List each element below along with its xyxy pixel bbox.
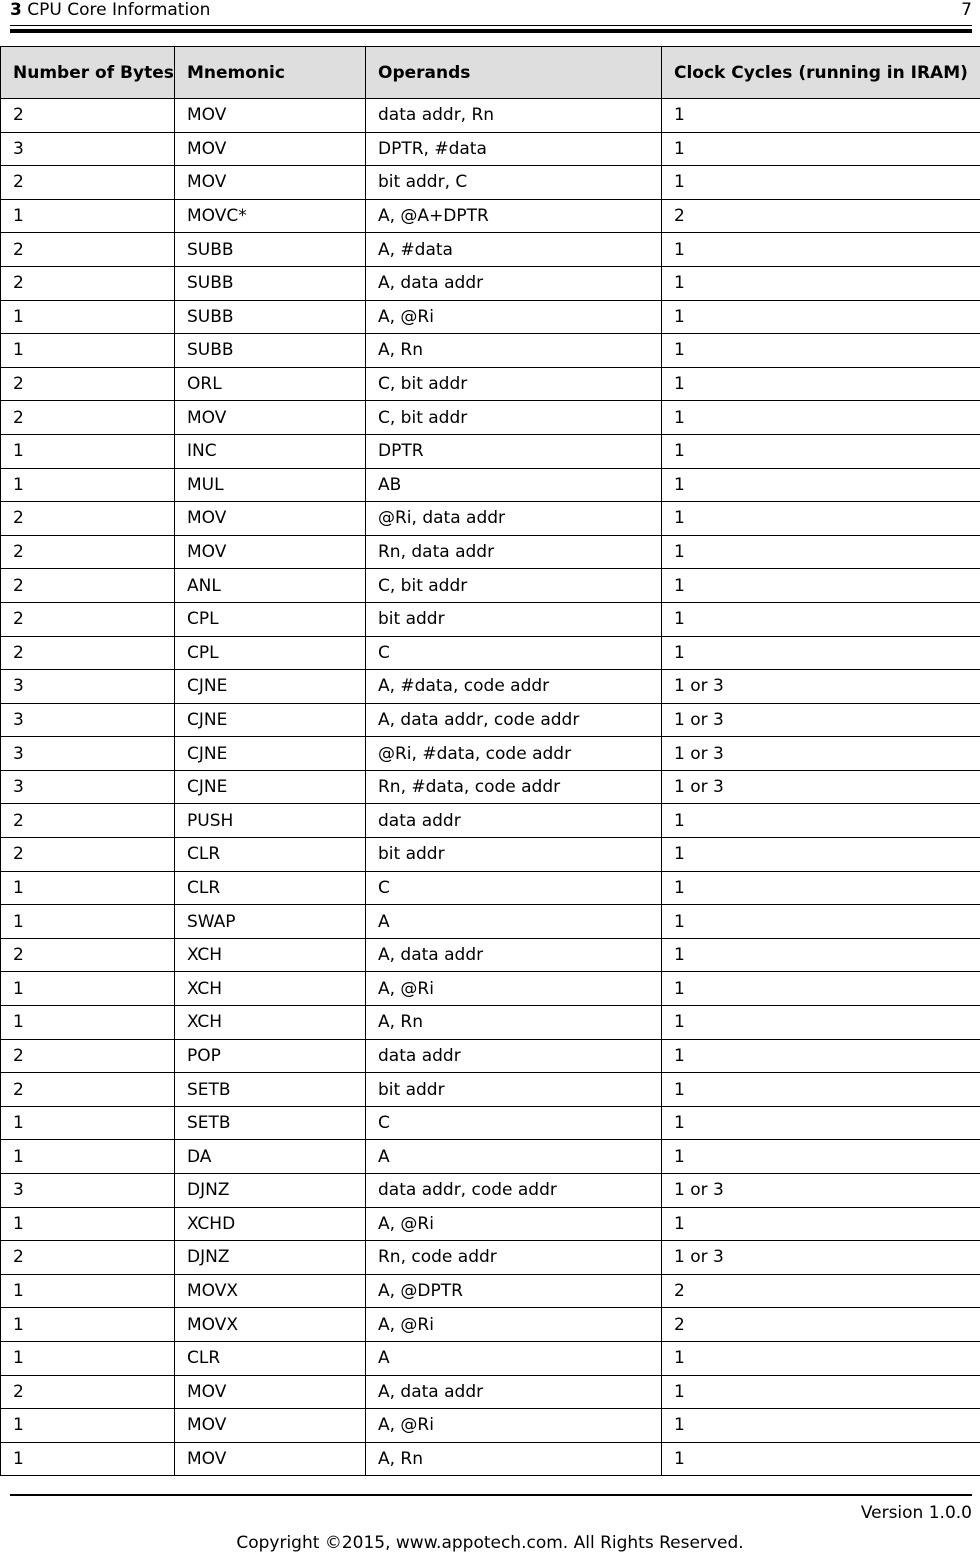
table-row [1,266,980,300]
cell-bytes: 1 [1,468,175,502]
table-row [1,166,980,200]
cell-mnemonic: SUBB [175,233,366,267]
cell-clock-cycles: 1 or 3 [662,670,980,704]
copyright-notice: Copyright ©2015, www.appotech.com. All Rights Reserved. [236,1533,744,1553]
cell-bytes: 1 [1,1274,175,1308]
table-row [1,972,980,1006]
table-row [1,1174,980,1208]
table-row [1,401,980,435]
cell-mnemonic: CLR [175,871,366,905]
cell-mnemonic: CLR [175,1341,366,1375]
cell-clock-cycles: 1 [662,1073,980,1107]
cell-clock-cycles: 1 [662,1140,980,1174]
cell-mnemonic: SUBB [175,334,366,368]
cell-clock-cycles: 1 [662,871,980,905]
table-row [1,602,980,636]
cell-operands: C, bit addr [366,401,662,435]
cell-clock-cycles: 1 [662,266,980,300]
cell-clock-cycles: 2 [662,199,980,233]
cell-clock-cycles: 1 or 3 [662,737,980,771]
cell-operands: Rn, code addr [366,1241,662,1275]
cell-clock-cycles: 1 [662,1207,980,1241]
cell-mnemonic: MOVC* [175,199,366,233]
cell-clock-cycles: 1 or 3 [662,1174,980,1208]
cell-operands: bit addr [366,1073,662,1107]
cell-clock-cycles: 1 [662,1006,980,1040]
cell-mnemonic: SUBB [175,300,366,334]
cell-mnemonic: MOVX [175,1308,366,1342]
cell-bytes: 2 [1,99,175,133]
cell-clock-cycles: 1 [662,300,980,334]
cell-mnemonic: CJNE [175,737,366,771]
page-number: 7 [961,0,972,20]
cell-clock-cycles: 1 [662,838,980,872]
table-row [1,737,980,771]
cell-operands: A, @A+DPTR [366,199,662,233]
table-header-row [1,47,980,99]
cell-bytes: 1 [1,199,175,233]
cell-bytes: 1 [1,1341,175,1375]
cell-mnemonic: XCH [175,972,366,1006]
cell-bytes: 3 [1,1174,175,1208]
cell-mnemonic: POP [175,1039,366,1073]
table-row [1,502,980,536]
cell-mnemonic: XCH [175,938,366,972]
cell-operands: A, data addr, code addr [366,703,662,737]
section-title: CPU Core Information [27,0,211,20]
cell-clock-cycles: 1 [662,401,980,435]
table-row [1,1442,980,1476]
cell-operands: A [366,905,662,939]
cell-clock-cycles: 1 or 3 [662,1241,980,1275]
cell-bytes: 1 [1,334,175,368]
table-row [1,434,980,468]
table-row [1,804,980,838]
cell-clock-cycles: 1 [662,334,980,368]
cell-clock-cycles: 1 [662,233,980,267]
cell-bytes: 1 [1,434,175,468]
cell-bytes: 2 [1,502,175,536]
header-rule-thin [10,25,972,26]
cell-mnemonic: ANL [175,569,366,603]
table-row [1,871,980,905]
cell-operands: data addr [366,804,662,838]
cell-operands: @Ri, #data, code addr [366,737,662,771]
cell-clock-cycles: 1 [662,468,980,502]
cell-operands: A, Rn [366,1006,662,1040]
cell-bytes: 2 [1,838,175,872]
cell-operands: Rn, data addr [366,535,662,569]
cell-bytes: 2 [1,166,175,200]
table-row [1,569,980,603]
cell-operands: C [366,1106,662,1140]
table-row [1,905,980,939]
cell-mnemonic: INC [175,434,366,468]
cell-operands: A, @Ri [366,300,662,334]
cell-bytes: 2 [1,938,175,972]
table-row [1,938,980,972]
table-row [1,1073,980,1107]
table-row [1,132,980,166]
cell-operands: A [366,1341,662,1375]
column-header-clock-cycles: Clock Cycles (running in IRAM) [662,47,980,99]
cell-operands: bit addr [366,838,662,872]
table-row [1,1375,980,1409]
cell-mnemonic: CLR [175,838,366,872]
cell-mnemonic: SETB [175,1073,366,1107]
cell-bytes: 2 [1,636,175,670]
table-row [1,1274,980,1308]
cell-operands: A, data addr [366,1375,662,1409]
cell-mnemonic: XCH [175,1006,366,1040]
cell-mnemonic: MOV [175,99,366,133]
cell-bytes: 1 [1,905,175,939]
cell-bytes: 2 [1,367,175,401]
cell-bytes: 1 [1,1106,175,1140]
cell-mnemonic: DA [175,1140,366,1174]
table-row [1,670,980,704]
table-body [1,99,980,1476]
cell-bytes: 1 [1,1442,175,1476]
cell-mnemonic: MOVX [175,1274,366,1308]
cell-clock-cycles: 1 [662,367,980,401]
cell-clock-cycles: 1 [662,636,980,670]
cell-operands: A, #data [366,233,662,267]
cell-clock-cycles: 1 [662,132,980,166]
cell-clock-cycles: 1 [662,166,980,200]
cell-bytes: 2 [1,804,175,838]
cell-bytes: 3 [1,703,175,737]
cell-operands: C [366,636,662,670]
cell-operands: data addr, Rn [366,99,662,133]
cell-bytes: 2 [1,1039,175,1073]
cell-operands: DPTR [366,434,662,468]
cell-bytes: 1 [1,1140,175,1174]
cell-mnemonic: CJNE [175,670,366,704]
header-rule-thick [10,29,972,33]
cell-operands: C [366,871,662,905]
cell-bytes: 2 [1,1375,175,1409]
table-row [1,535,980,569]
table-row [1,1341,980,1375]
footer-rule [10,1494,972,1496]
cell-clock-cycles: 1 [662,502,980,536]
column-header-mnemonic: Mnemonic [175,47,366,99]
cell-bytes: 2 [1,569,175,603]
cell-clock-cycles: 1 [662,1409,980,1443]
cell-clock-cycles: 1 [662,938,980,972]
table-row [1,99,980,133]
cell-mnemonic: SETB [175,1106,366,1140]
cell-operands: data addr [366,1039,662,1073]
cell-mnemonic: MUL [175,468,366,502]
cell-operands: bit addr [366,602,662,636]
table-row [1,1409,980,1443]
cell-bytes: 2 [1,266,175,300]
table-row [1,1241,980,1275]
cell-bytes: 2 [1,1073,175,1107]
cell-bytes: 2 [1,233,175,267]
table-row [1,703,980,737]
cell-clock-cycles: 2 [662,1308,980,1342]
cell-clock-cycles: 1 [662,1442,980,1476]
cell-operands: A, Rn [366,334,662,368]
cell-operands: A [366,1140,662,1174]
table-row [1,199,980,233]
table-row [1,367,980,401]
cell-bytes: 3 [1,737,175,771]
cell-mnemonic: DJNZ [175,1174,366,1208]
cell-bytes: 1 [1,972,175,1006]
cell-bytes: 1 [1,871,175,905]
cell-clock-cycles: 1 [662,972,980,1006]
table-row [1,300,980,334]
cell-operands: data addr, code addr [366,1174,662,1208]
cell-operands: C, bit addr [366,367,662,401]
table-row [1,1039,980,1073]
cell-operands: A, @Ri [366,1409,662,1443]
cell-clock-cycles: 1 [662,99,980,133]
cell-bytes: 1 [1,1207,175,1241]
cell-bytes: 3 [1,132,175,166]
cell-mnemonic: CJNE [175,703,366,737]
cell-operands: A, @Ri [366,972,662,1006]
cell-operands: Rn, #data, code addr [366,770,662,804]
cell-operands: A, @DPTR [366,1274,662,1308]
cell-clock-cycles: 1 or 3 [662,703,980,737]
cell-mnemonic: MOV [175,166,366,200]
cell-bytes: 3 [1,670,175,704]
cell-clock-cycles: 1 [662,1106,980,1140]
cell-mnemonic: MOV [175,401,366,435]
table-row [1,1006,980,1040]
cell-clock-cycles: 1 or 3 [662,770,980,804]
version-label: Version 1.0.0 [860,1503,972,1523]
cell-mnemonic: CJNE [175,770,366,804]
cell-operands: A, #data, code addr [366,670,662,704]
table-row [1,636,980,670]
cell-mnemonic: CPL [175,602,366,636]
table-row [1,770,980,804]
cell-mnemonic: MOV [175,502,366,536]
cell-mnemonic: XCHD [175,1207,366,1241]
cell-operands: A, @Ri [366,1308,662,1342]
cell-mnemonic: MOV [175,132,366,166]
cell-clock-cycles: 1 [662,1341,980,1375]
cell-clock-cycles: 1 [662,905,980,939]
cell-bytes: 2 [1,1241,175,1275]
cell-operands: A, @Ri [366,1207,662,1241]
cell-bytes: 1 [1,1409,175,1443]
cell-operands: DPTR, #data [366,132,662,166]
cell-clock-cycles: 1 [662,602,980,636]
cell-clock-cycles: 1 [662,1039,980,1073]
cell-bytes: 2 [1,602,175,636]
table-row [1,1207,980,1241]
cell-mnemonic: MOV [175,1409,366,1443]
cell-mnemonic: CPL [175,636,366,670]
cell-operands: C, bit addr [366,569,662,603]
table-row [1,1140,980,1174]
cell-clock-cycles: 1 [662,569,980,603]
cell-operands: A, data addr [366,938,662,972]
cell-clock-cycles: 1 [662,1375,980,1409]
table-row [1,468,980,502]
table-row [1,838,980,872]
cell-operands: A, data addr [366,266,662,300]
cell-operands: @Ri, data addr [366,502,662,536]
cell-mnemonic: PUSH [175,804,366,838]
cell-clock-cycles: 1 [662,535,980,569]
cell-clock-cycles: 2 [662,1274,980,1308]
instruction-table [0,46,980,1476]
cell-operands: AB [366,468,662,502]
column-header-operands: Operands [366,47,662,99]
cell-mnemonic: ORL [175,367,366,401]
table-row [1,334,980,368]
cell-bytes: 3 [1,770,175,804]
column-header-bytes: Number of Bytes [1,47,175,99]
cell-mnemonic: MOV [175,1442,366,1476]
cell-mnemonic: SWAP [175,905,366,939]
cell-clock-cycles: 1 [662,804,980,838]
cell-clock-cycles: 1 [662,434,980,468]
cell-bytes: 2 [1,535,175,569]
cell-operands: A, Rn [366,1442,662,1476]
cell-operands: bit addr, C [366,166,662,200]
cell-mnemonic: MOV [175,1375,366,1409]
cell-bytes: 1 [1,1006,175,1040]
table-row [1,1308,980,1342]
table-row [1,233,980,267]
cell-mnemonic: MOV [175,535,366,569]
section-number: 3 [10,0,22,20]
cell-mnemonic: DJNZ [175,1241,366,1275]
cell-bytes: 1 [1,1308,175,1342]
table-row [1,1106,980,1140]
page-header [10,0,972,22]
cell-bytes: 2 [1,401,175,435]
cell-mnemonic: SUBB [175,266,366,300]
cell-bytes: 1 [1,300,175,334]
